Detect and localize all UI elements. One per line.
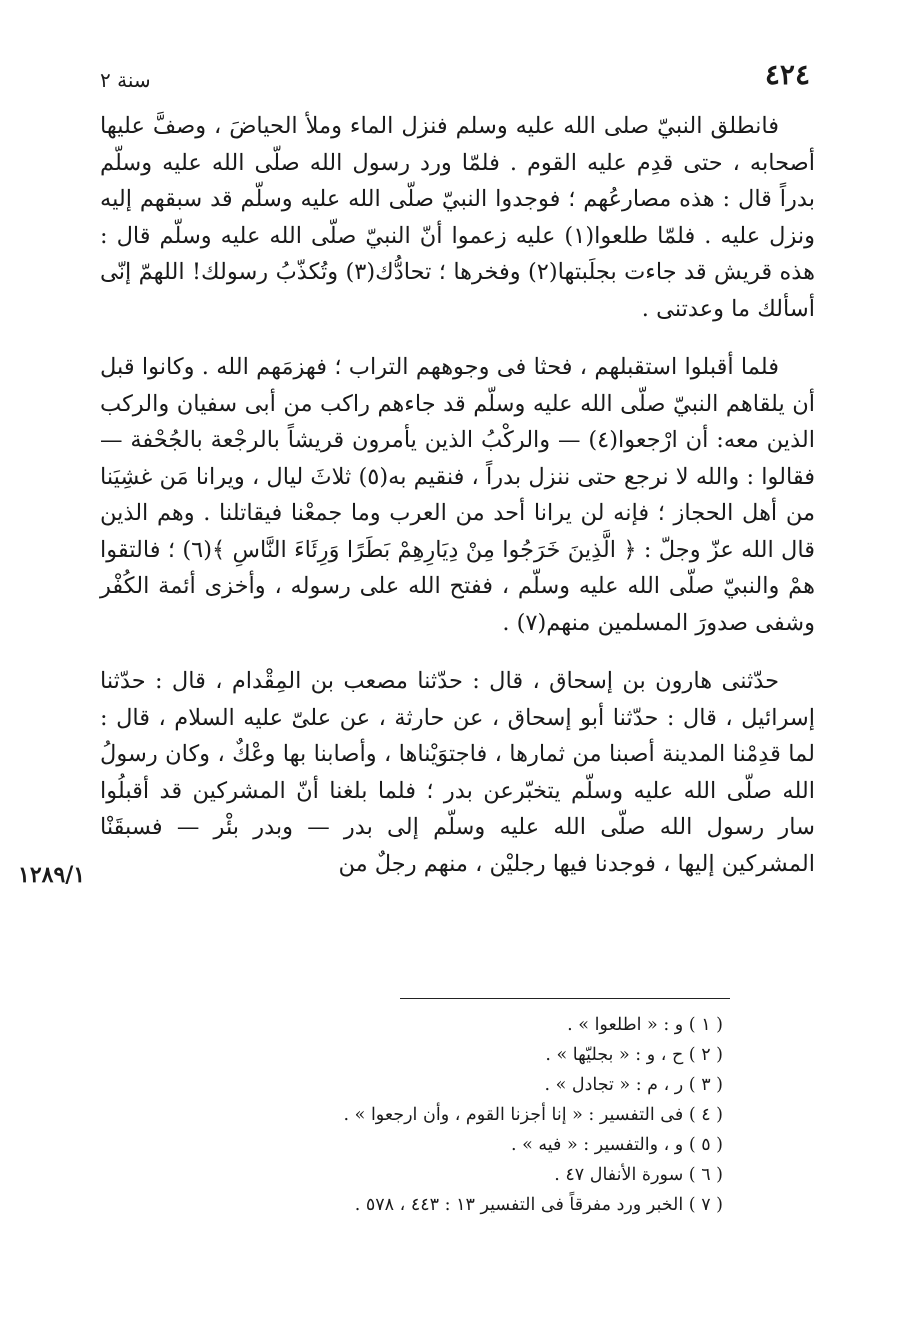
footnote-3: ( ٣ ) ر ، م : « تجادل » . (544, 1075, 723, 1095)
page-number: ٤٢٤ (764, 58, 810, 91)
footnote-6: ( ٦ ) سورة الأنفال ٤٧ . (554, 1165, 723, 1185)
footnote-divider (400, 998, 730, 999)
page-header (100, 58, 810, 98)
body-text (100, 108, 815, 882)
footnotes (163, 1010, 723, 1220)
margin-page-reference: ١٢٨٩/١ (18, 862, 86, 888)
footnote-5: ( ٥ ) و ، والتفسير : « فيه » . (510, 1135, 723, 1155)
running-head: سنة ٢ (100, 68, 151, 92)
paragraph-2: فلما أقبلوا استقبلهم ، فحثا فى وجوههم التراب ؛ فهزمَهم الله . وكانوا قبل أن يلقاهم النبيّ صلّى الله عليه وسلّم قد جاءهم راكب من أبى سفيان والركب الذين معه: أن ارْجعوا(٤) — والركْبُ الذين يأمرون قريشاً بالرجْعة بالجُحْفة — فقالوا : والله لا نرجع حتى ننزل بدراً ، فنقيم به(٥) ثلاثَ ليال ، ويرانا مَن غشِيَنا من أهل الحجاز ؛ فإنه لن يرانا أحد من العرب وما جمعْنا فيقاتلنا . وهم الذين قال الله عزّ وجلّ : ﴿ الَّذِينَ خَرَجُوا مِنْ دِيَارِهِمْ بَطَرًا وَرِئَاءَ النَّاسِ ﴾(٦) ؛ فالتقوا همْ والنبيّ صلّى الله عليه وسلّم ، ففتح الله على رسوله ، وأخزى أئمة الكُفْر وشفى صدورَ المسلمين منهم(٧) . (100, 354, 816, 636)
footnote-2: ( ٢ ) ح ، و : « بجليّها » . (545, 1045, 723, 1065)
footnote-4: ( ٤ ) فى التفسير : « إنا أجزنا القوم ، وأن ارجعوا » . (343, 1105, 723, 1125)
footnote-7: ( ٧ ) الخبر ورد مفرقاً فى التفسير ١٣ : ٤٤٣ ، ٥٧٨ . (354, 1195, 723, 1215)
paragraph-1: فانطلق النبيّ صلى الله عليه وسلم فنزل الماء وملأ الحياضَ ، وصفَّ عليها أصحابه ، حتى قدِم عليه القوم . فلمّا ورد رسول الله صلّى الله عليه وسلّم بدراً قال : هذه مصارعُهم ؛ فوجدوا النبيّ صلّى الله عليه وسلّم قد سبقهم إليه ونزل عليه . فلمّا طلعوا(١) عليه زعموا أنّ النبيّ صلّى الله عليه وسلّم قال : هذه قريش قد جاءت بجلَبتها(٢) وفخرها ؛ تحادُّك(٣) وتُكذّبُ رسولك! اللهمّ إنّى أسألك ما وعدتنى . (100, 113, 816, 322)
paragraph-3: حدّثنى هارون بن إسحاق ، قال : حدّثنا مصعب بن المِقْدام ، قال : حدّثنا إسرائيل ، قال : حدّثنا أبو إسحاق ، عن حارثة ، عن علىّ عليه السلام ، قال : لما قدِمْنا المدينة أصبنا من ثمارها ، فاجتوَيْناها ، وأصابنا بها وعْكٌ ، وكان رسولُ الله صلّى الله عليه وسلّم يتخبّرعن بدر ؛ فلما بلغنا أنّ المشركين قد أقبلُوا سار رسول الله صلّى الله عليه وسلّم إلى بدر — وبدر بئْر — فسبقَنْا المشركين إليها ، فوجدنا فيها رجليْن ، منهم رجلٌ من (100, 668, 815, 877)
footnote-1: ( ١ ) و : « اطلعوا » . (567, 1015, 723, 1035)
